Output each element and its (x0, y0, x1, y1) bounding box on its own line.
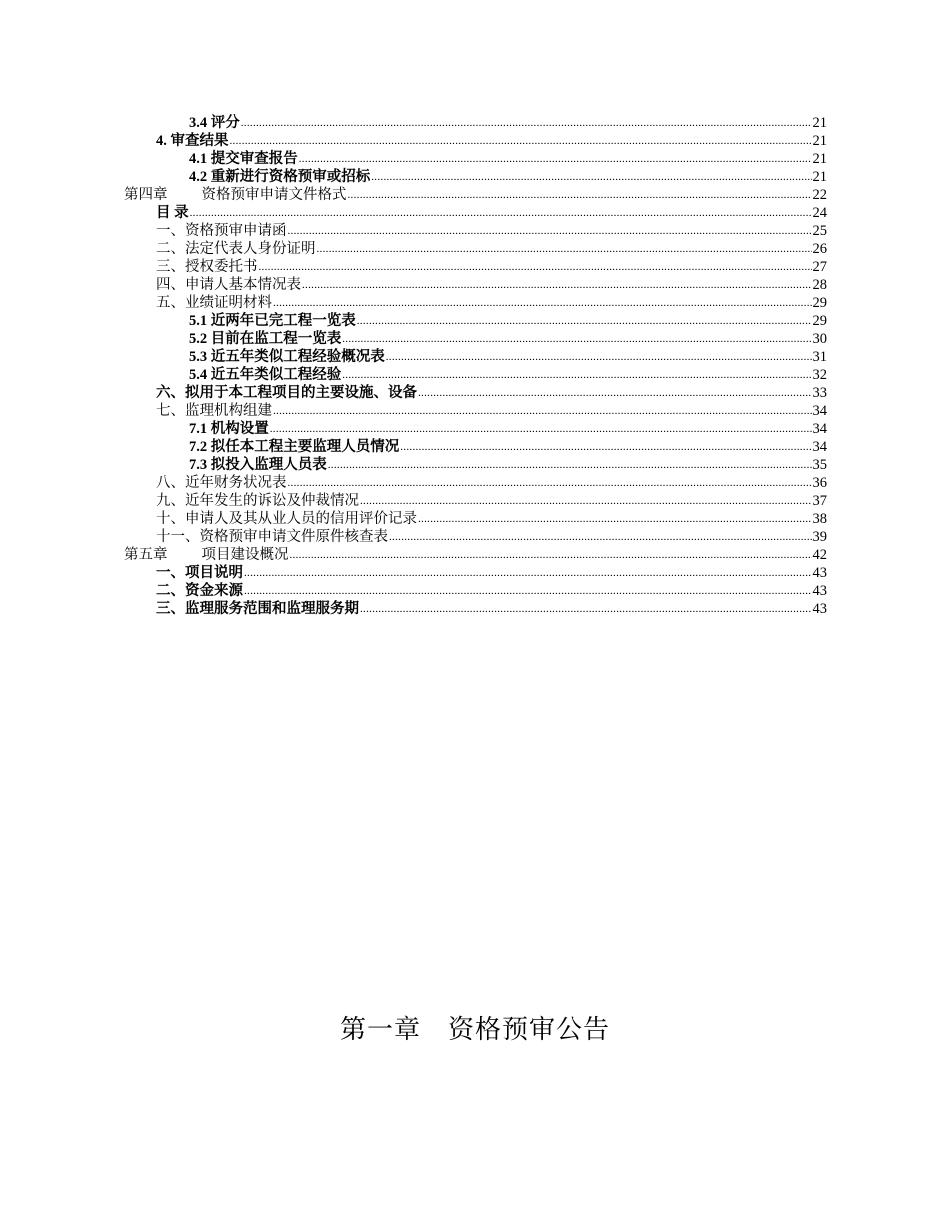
toc-page-number: 29 (812, 313, 827, 329)
toc-page-number: 30 (812, 331, 827, 347)
toc-entry-label: 7.2 拟任本工程主要监理人员情况 (189, 439, 400, 455)
toc-entry[interactable] (124, 366, 827, 384)
toc-page-number: 29 (812, 295, 827, 311)
toc-page-number: 39 (812, 529, 827, 545)
toc-entry-label: 5.1 近两年已完工程一览表 (189, 313, 356, 329)
toc-entry[interactable] (124, 222, 827, 240)
toc-entry-label: 4.2 重新进行资格预审或招标 (189, 169, 371, 185)
toc-entry[interactable] (124, 600, 827, 618)
toc-page-number: 43 (812, 583, 827, 599)
toc-entry[interactable] (124, 276, 827, 294)
toc-page-number: 21 (812, 169, 827, 185)
toc-page-number: 27 (812, 259, 827, 275)
toc-page-number: 34 (812, 403, 827, 419)
toc-dot-leader (241, 114, 812, 132)
toc-entry-label: 7.1 机构设置 (189, 421, 269, 437)
toc-page-number: 22 (812, 187, 827, 203)
toc-entry[interactable] (124, 510, 827, 528)
toc-page-number: 43 (812, 601, 827, 617)
toc-entry[interactable] (124, 330, 827, 348)
toc-dot-leader (400, 438, 811, 456)
toc-dot-leader (342, 366, 811, 384)
toc-dot-leader (342, 330, 811, 348)
toc-entry-label: 三、授权委托书 (156, 259, 258, 275)
toc-entry-label: 3.4 评分 (189, 115, 240, 131)
toc-entry[interactable] (124, 582, 827, 600)
toc-entry[interactable] (124, 438, 827, 456)
toc-dot-leader (360, 492, 812, 510)
toc-entry-label: 九、近年发生的诉讼及仲裁情况 (156, 493, 359, 509)
toc-entry[interactable] (124, 474, 827, 492)
toc-entry[interactable] (124, 456, 827, 474)
toc-page-number: 21 (812, 151, 827, 167)
chapter-heading: 第一章 资格预审公告 (339, 1015, 610, 1045)
toc-dot-leader (418, 510, 812, 528)
toc-dot-leader (259, 258, 812, 276)
toc-page-number: 35 (812, 457, 827, 473)
toc-page-number: 34 (812, 421, 827, 437)
toc-entry[interactable] (124, 384, 827, 402)
toc-entry[interactable] (124, 348, 827, 366)
toc-entry[interactable] (124, 312, 827, 330)
toc-dot-leader (371, 168, 811, 186)
toc-dot-leader (317, 240, 812, 258)
toc-entry[interactable] (124, 150, 827, 168)
toc-dot-leader (270, 420, 812, 438)
toc-dot-leader (357, 312, 812, 330)
toc-dot-leader (302, 276, 812, 294)
toc-page-number: 26 (812, 241, 827, 257)
toc-entry-label: 一、项目说明 (156, 565, 243, 581)
toc-entry-label: 三、监理服务范围和监理服务期 (156, 601, 359, 617)
toc-page-number: 28 (812, 277, 827, 293)
toc-page-number: 34 (812, 439, 827, 455)
toc-entry[interactable] (124, 204, 827, 222)
toc-page-number: 31 (812, 349, 827, 365)
toc-entry-label: 5.3 近五年类似工程经验概况表 (189, 349, 385, 365)
toc-entry-label: 八、近年财务状况表 (156, 475, 287, 491)
toc-chapter-title: 资格预审申请文件格式 (201, 187, 347, 203)
toc-entry[interactable] (124, 258, 827, 276)
toc-dot-leader (290, 546, 812, 564)
toc-page-number: 36 (812, 475, 827, 491)
toc-entry[interactable] (124, 564, 827, 582)
toc-chapter-number: 第四章 (124, 187, 168, 203)
toc-entry[interactable] (124, 240, 827, 258)
toc-entry-label: 四、申请人基本情况表 (156, 277, 301, 293)
toc-dot-leader (418, 384, 812, 402)
toc-page-number: 32 (812, 367, 827, 383)
toc-dot-leader (244, 582, 812, 600)
toc-dot-leader (288, 222, 812, 240)
toc-chapter-number: 第五章 (124, 547, 168, 563)
toc-page-number: 43 (812, 565, 827, 581)
toc-entry-label: 十一、资格预审申请文件原件核查表 (156, 529, 388, 545)
toc-entry-label: 十、申请人及其从业人员的信用评价记录 (156, 511, 417, 527)
toc-entry[interactable] (124, 546, 827, 564)
toc-dot-leader (389, 528, 812, 546)
toc-page-number: 24 (812, 205, 827, 221)
toc-dot-leader (360, 600, 812, 618)
toc-entry[interactable] (124, 186, 827, 204)
toc-entry-label (124, 186, 347, 204)
toc-entry-label: 二、法定代表人身份证明 (156, 241, 316, 257)
toc-entry[interactable] (124, 114, 827, 132)
toc-dot-leader (299, 150, 812, 168)
toc-dot-leader (273, 402, 812, 420)
toc-entry-label: 一、资格预审申请函 (156, 223, 287, 239)
toc-entry-label: 4.1 提交审查报告 (189, 151, 298, 167)
toc-entry[interactable] (124, 168, 827, 186)
toc-dot-leader (190, 204, 812, 222)
toc-page-number: 33 (812, 385, 827, 401)
toc-entry-label: 5.4 近五年类似工程经验 (189, 367, 342, 383)
toc-entry-label: 七、监理机构组建 (156, 403, 272, 419)
toc-page-number: 42 (812, 547, 827, 563)
toc-dot-leader (273, 294, 812, 312)
toc-entry[interactable] (124, 528, 827, 546)
toc-page-number: 38 (812, 511, 827, 527)
toc-page-number: 21 (812, 133, 827, 149)
toc-dot-leader (386, 348, 812, 366)
toc-dot-leader (230, 132, 812, 150)
toc-entry[interactable] (124, 420, 827, 438)
toc-dot-leader (288, 474, 812, 492)
toc-entry-label: 7.3 拟投入监理人员表 (189, 457, 327, 473)
toc-entry[interactable] (124, 132, 827, 150)
toc-dot-leader (328, 456, 812, 474)
toc-entry-label: 五、业绩证明材料 (156, 295, 272, 311)
toc-entry-label: 4. 审查结果 (156, 133, 229, 149)
toc-entry[interactable] (124, 402, 827, 420)
toc-entry-label (124, 546, 289, 564)
toc-page-number: 25 (812, 223, 827, 239)
toc-chapter-title: 项目建设概况 (201, 547, 289, 563)
toc-entry-label: 目 录 (156, 205, 189, 221)
toc-page-number: 21 (812, 115, 827, 131)
toc-dot-leader (244, 564, 812, 582)
toc-entry[interactable] (124, 294, 827, 312)
toc-entry-label: 5.2 目前在监工程一览表 (189, 331, 342, 347)
table-of-contents (124, 114, 827, 618)
toc-entry-label: 六、拟用于本工程项目的主要设施、设备 (156, 385, 417, 401)
toc-dot-leader (348, 186, 812, 204)
toc-page-number: 37 (812, 493, 827, 509)
toc-entry[interactable] (124, 492, 827, 510)
toc-entry-label: 二、资金来源 (156, 583, 243, 599)
